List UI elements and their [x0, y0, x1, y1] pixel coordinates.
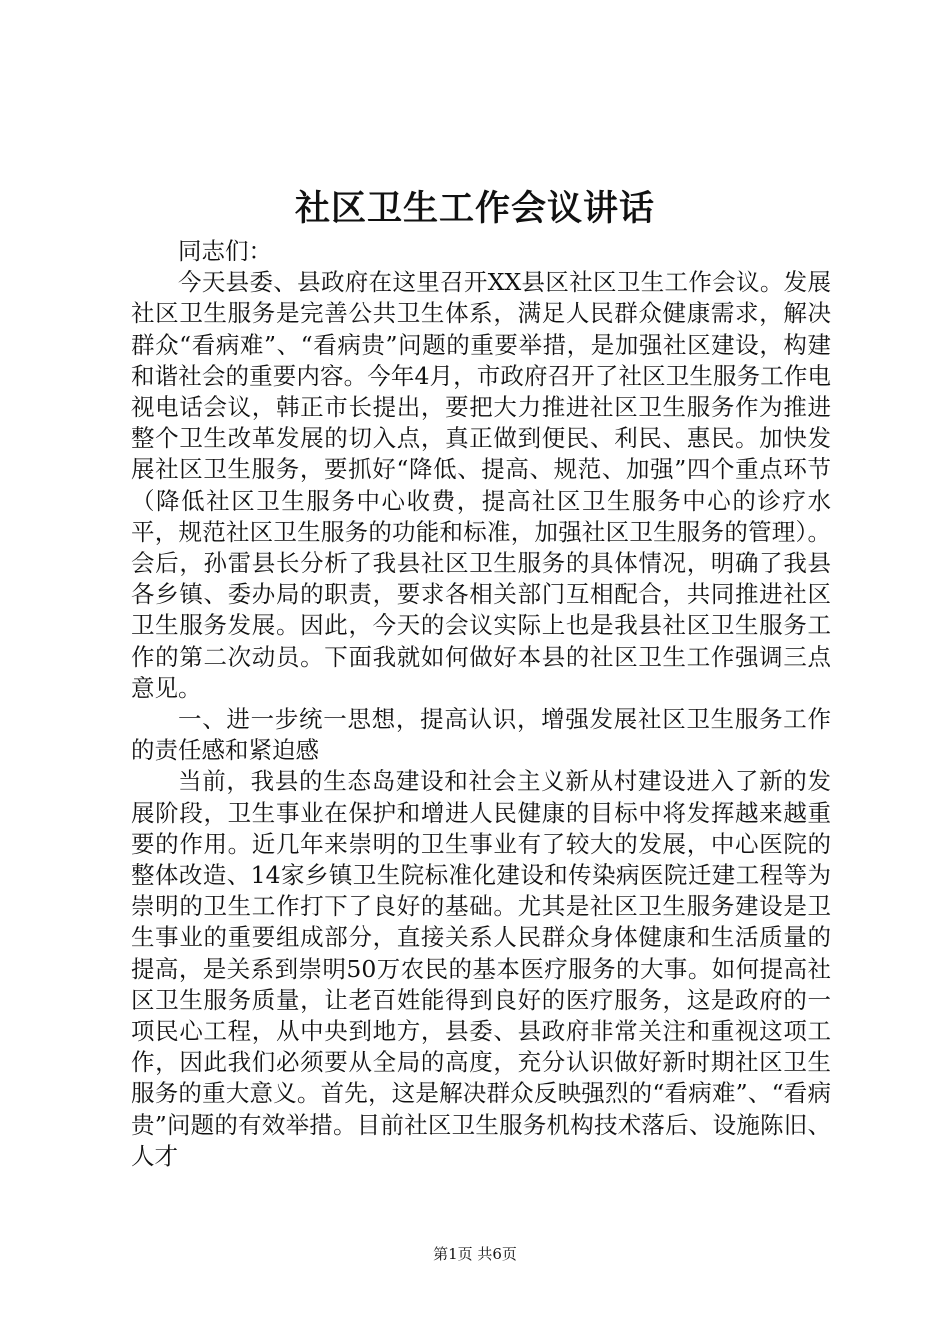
- document-title: 社区卫生工作会议讲话: [294, 188, 655, 229]
- document-body: [131, 236, 831, 1172]
- page-footer: 第1页 共6页: [433, 1245, 517, 1263]
- salutation: 同志们：: [178, 237, 272, 265]
- section-heading-1: 一、进一步统一思想，提高认识，增强发展社区卫生服务工作的责任感和紧迫感: [131, 705, 831, 765]
- paragraph-section-1: 当前，我县的生态岛建设和社会主义新从村建设进入了新的发展阶段，卫生事业在保护和增进人民健康的目标中将发挥越来越重要的作用。近几年来崇明的卫生事业有了较大的发展，中心医院的整体改造、14家乡镇卫生院标准化建设和传染病医院迁建工程等为崇明的卫生工作打下了良好的基础。尤其是社区卫生服务建设是卫生事业的重要组成部分，直接关系人民群众身体健康和生活质量的提高，是关系到崇明50万农民的基本医疗服务的大事。如何提高社区卫生服务质量，让老百姓能得到良好的医疗服务，这是政府的一项民心工程，从中央到地方，县委、县政府非常关注和重视这项工作，因此我们必须要从全局的高度，充分认识做好新时期社区卫生服务的重大意义。首先，这是解决群众反映强烈的“看病难”、“看病贵”问题的有效举措。目前社区卫生服务机构技术落后、设施陈旧、人才: [131, 767, 831, 1170]
- paragraph-intro: 今天县委、县政府在这里召开XX县区社区卫生工作会议。发展社区卫生服务是完善公共卫生体系，满足人民群众健康需求，解决群众“看病难”、“看病贵”问题的重要举措，是加强社区建设，构建和谐社会的重要内容。今年4月，市政府召开了社区卫生服务工作电视电话会议，韩正市长提出，要把大力推进社区卫生服务作为推进整个卫生改革发展的切入点，真正做到便民、利民、惠民。加快发展社区卫生服务，要抓好“降低、提高、规范、加强”四个重点环节（降低社区卫生服务中心收费，提高社区卫生服务中心的诊疗水平，规范社区卫生服务的功能和标准，加强社区卫生服务的管理）。会后，孙雷县长分析了我县社区卫生服务的具体情况，明确了我县各乡镇、委办局的职责，要求各相关部门互相配合，共同推进社区卫生服务发展。因此，今天的会议实际上也是我县社区卫生服务工作的第二次动员。下面我就如何做好本县的社区卫生工作强调三点意见。: [131, 268, 831, 702]
